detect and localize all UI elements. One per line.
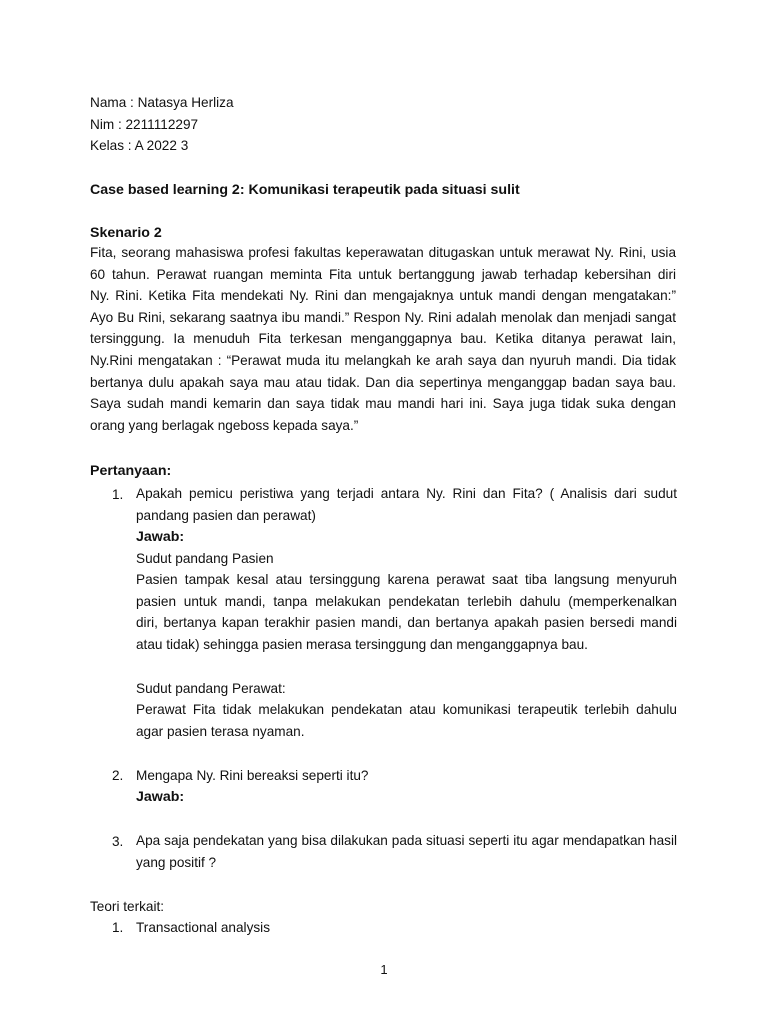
question-line: Apakah pemicu peristiwa yang terjadi antara Ny. Rini dan Fita? ( Analisis dari sudut xyxy=(136,486,677,501)
nurse-view-paragraph xyxy=(136,699,677,742)
nurse-view-line: Perawat Fita tidak melakukan pendekatan atau komunikasi terapeutik terlebih dahulu xyxy=(136,702,677,717)
patient-view-line: atau tidak) sehingga pasien merasa tersinggung dan menganggapnya bau. xyxy=(136,636,588,652)
question-2-text: Mengapa Ny. Rini bereaksi seperti itu? xyxy=(136,768,369,783)
question-1-text xyxy=(136,483,677,526)
patient-view-paragraph xyxy=(136,569,677,655)
question-3-number: 3. xyxy=(112,834,124,849)
scenario-line: orang yang berlagak ngeboss kepada saya.” xyxy=(90,417,359,433)
scenario-line: Ayo Bu Rini, sekarang saatnya ibu mandi.” Respon Ny. Rini adalah menolak dan menjadi sangat xyxy=(90,309,676,325)
patient-view-line: pasien untuk mandi, tanpa melakukan pendekatan terlebih dahulu (memperkenalkan xyxy=(136,593,677,609)
question-line: yang positif ? xyxy=(136,854,217,870)
scenario-line: tersinggung. Ia menuduh Fita terkesan menganggapnya bau. Ketika ditanya perawat lain, xyxy=(90,331,676,347)
scenario-paragraph xyxy=(90,242,676,436)
student-nim: Nim : 2211112297 xyxy=(90,117,199,132)
questions-heading: Pertanyaan: xyxy=(90,463,172,479)
question-3-text xyxy=(136,830,677,873)
theory-item-number: 1. xyxy=(112,920,124,935)
question-1-answer-label: Jawab: xyxy=(136,529,185,545)
scenario-line: bertanya dulu apakah saya mau atau tidak. Dan dia sepertinya menganggap badan saya bau. xyxy=(90,374,676,390)
theory-heading: Teori terkait: xyxy=(90,899,165,914)
scenario-line: Saya sudah mandi kemarin dan saya tidak mau mandi hari ini. Saya juga tidak suka dengan xyxy=(90,396,676,412)
page-number: 1 xyxy=(380,962,388,977)
nurse-view-title: Sudut pandang Perawat: xyxy=(136,681,286,696)
document-title: Case based learning 2: Komunikasi terapeutik pada situasi sulit xyxy=(90,182,520,198)
scenario-heading: Skenario 2 xyxy=(90,225,162,241)
student-name: Nama : Natasya Herliza xyxy=(90,95,234,110)
student-class: Kelas : A 2022 3 xyxy=(90,138,189,153)
patient-view-line: diri, bertanya kapan terakhir pasien mandi, dan bertanya apakah pasien bersedi mandi xyxy=(136,615,677,631)
scenario-line: 60 tahun. Perawat ruangan meminta Fita untuk bertanggung jawab terhadap kebersihan diri xyxy=(90,266,676,282)
theory-item-text: Transactional analysis xyxy=(136,920,270,935)
scenario-line: Fita, seorang mahasiswa profesi fakultas keperawatan ditugaskan untuk merawat Ny. Rini, usia xyxy=(90,245,676,260)
question-line: pandang pasien dan perawat) xyxy=(136,507,316,523)
question-2-number: 2. xyxy=(112,768,124,783)
patient-view-line: Pasien tampak kesal atau tersinggung karena perawat saat tiba langsung menyuruh xyxy=(136,572,677,587)
question-1-number: 1. xyxy=(112,487,124,502)
patient-view-title: Sudut pandang Pasien xyxy=(136,551,274,566)
scenario-line: Ny. Rini. Ketika Fita mendekati Ny. Rini dan mengajaknya untuk mandi dengan mengatakan:” xyxy=(90,288,676,304)
nurse-view-line: agar pasien terasa nyaman. xyxy=(136,723,305,739)
question-line: Apa saja pendekatan yang bisa dilakukan pada situasi seperti itu agar mendapatkan hasil xyxy=(136,833,677,848)
scenario-line: Ny.Rini mengatakan : “Perawat muda itu melangkah ke arah saya dan nyuruh mandi. Dia tidak xyxy=(90,352,676,368)
question-2-answer-label: Jawab: xyxy=(136,789,185,805)
